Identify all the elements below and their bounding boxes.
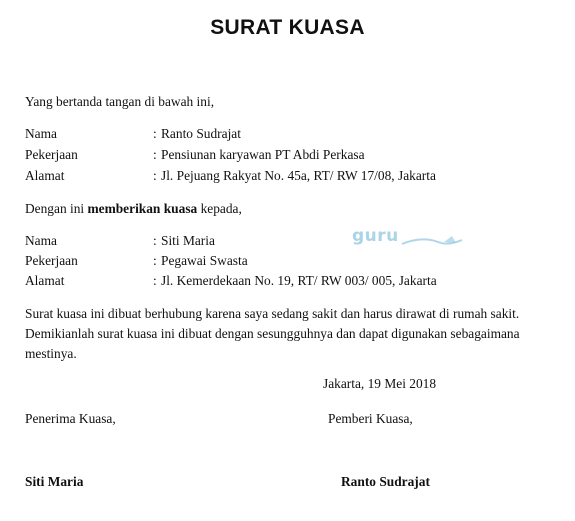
field-value: Ranto Sudrajat: [161, 126, 241, 141]
grant-sentence: [25, 200, 242, 217]
field-colon: :: [153, 126, 157, 141]
field-value: Jl. Pejuang Rakyat No. 45a, RT/ RW 17/08, Jakarta: [161, 168, 436, 183]
grant-sentence-bold: memberikan kuasa: [87, 201, 198, 216]
grant-sentence-after: kepada,: [197, 201, 242, 216]
field-label: Alamat: [25, 168, 65, 183]
watermark-swoosh-icon: [352, 226, 464, 252]
field-colon: :: [153, 273, 157, 288]
field-value: Siti Maria: [161, 233, 215, 248]
field-label: Nama: [25, 233, 57, 248]
watermark-logo: [352, 226, 464, 252]
body-line-2: Demikianlah surat kuasa ini dibuat dengan sesungguhnya dan dapat digunakan sebagaimana: [25, 326, 520, 341]
document-title: SURAT KUASA: [210, 16, 365, 39]
receiver-name: Siti Maria: [25, 474, 84, 489]
giver-label: Pemberi Kuasa,: [328, 411, 413, 426]
field-label: Pekerjaan: [25, 147, 78, 162]
field-colon: :: [153, 168, 157, 183]
place-date: Jakarta, 19 Mei 2018: [323, 376, 437, 391]
field-label: Alamat: [25, 273, 65, 288]
field-label: Nama: [25, 126, 57, 141]
field-colon: :: [153, 253, 157, 268]
field-value: Pegawai Swasta: [161, 253, 248, 268]
watermark-text: guru: [352, 226, 399, 246]
field-value: Jl. Kemerdekaan No. 19, RT/ RW 003/ 005, Jakarta: [161, 273, 437, 288]
receiver-label: Penerima Kuasa,: [25, 411, 116, 426]
field-value: Pensiunan karyawan PT Abdi Perkasa: [161, 147, 365, 162]
body-line-3: mestinya.: [25, 346, 77, 361]
field-colon: :: [153, 147, 157, 162]
field-label: Pekerjaan: [25, 253, 78, 268]
field-colon: :: [153, 233, 157, 248]
grant-sentence-before: Dengan ini: [25, 201, 88, 216]
body-line-1: Surat kuasa ini dibuat berhubung karena saya sedang sakit dan harus dirawat di rumah sakit.: [25, 306, 520, 321]
intro-text: Yang bertanda tangan di bawah ini,: [25, 94, 215, 109]
giver-name: Ranto Sudrajat: [341, 474, 430, 489]
